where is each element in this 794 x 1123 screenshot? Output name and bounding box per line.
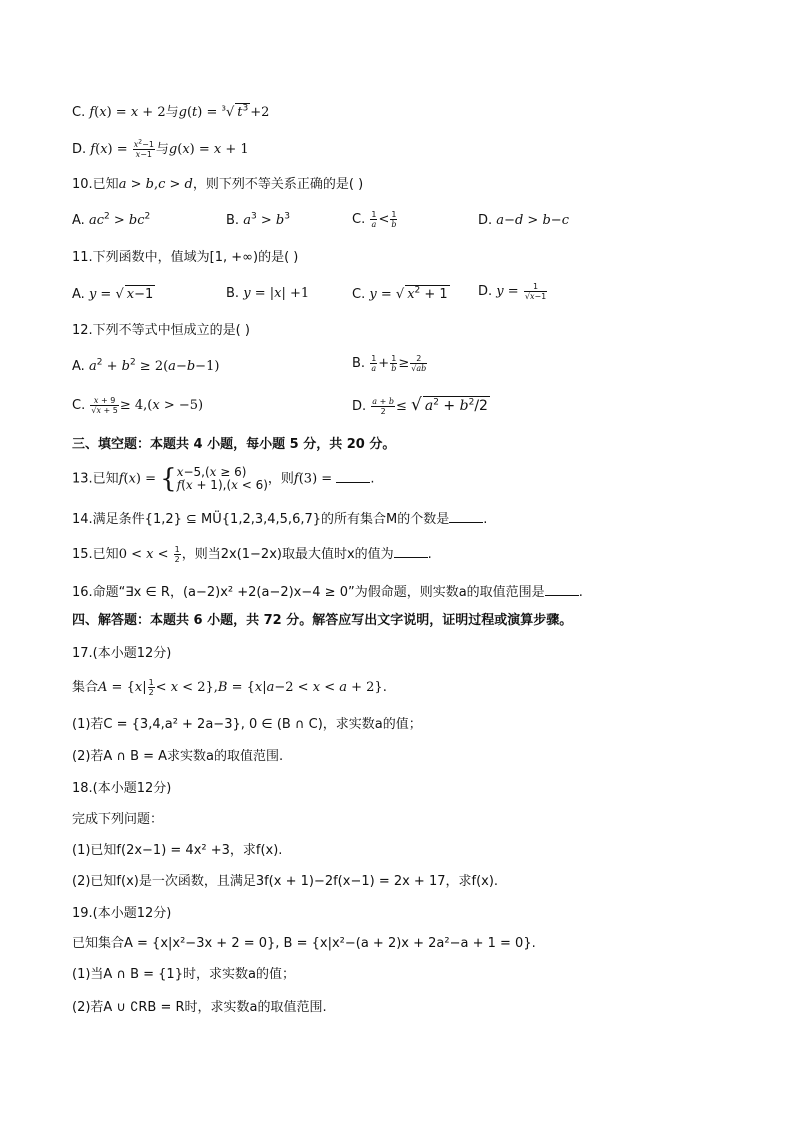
q18-intro: 完成下列问题：: [72, 812, 164, 827]
q9-option-c: C. f(x) = x + 2与g(t) = $^3$√ $t^3 +2$: [72, 103, 270, 120]
q14: 14.满足条件{1,2} ⊆ MÜ{1,2,3,4,5,6,7}的所有集合M的个数是 .: [72, 509, 487, 529]
q11-option-d: D. y = $\frac{1}{√x-1}$: [478, 282, 547, 301]
q19-part-2: (2)若A ∪ ∁RB = R时，求实数a的取值范围.: [72, 1000, 327, 1015]
q10-option-c: C. $\frac{1}{a}$ < $\frac{1}{b}$: [352, 210, 397, 229]
q17-header: 17.(本小题12分): [72, 646, 172, 661]
q11-stem: 11.下列函数中，值域为[1, +∞)的是( ): [72, 250, 299, 265]
q19-stem: 已知集合A = {x|x²−3x + 2 = 0}, B = {x|x²−(a + 2)x + 2a²−a + 1 = 0}.: [72, 936, 536, 951]
q12-option-b: B. $\frac{1}{a}$ + $\frac{1}{b}$ ≥ $\frac{2}{√ab}$: [352, 354, 427, 373]
q12-option-c: C. $\frac{x + 9}{√x + 5}$ ≥ 4,(x > −5): [72, 396, 204, 415]
q19-part-1: (1)当A ∩ B = {1}时，求实数a的值；: [72, 967, 295, 982]
q10-option-a: A. $ac^2 > bc^2$: [72, 211, 151, 228]
section-4-title: 四、解答题：本题共 6 小题，共 72 分。解答应写出文字说明，证明过程或演算步骤。: [72, 613, 573, 628]
q11-option-c: C. y = √ $x^2 + 1$: [352, 285, 448, 302]
q10-option-b: B. $a^3 > b^3$: [226, 211, 290, 228]
q10-stem: 10.已知a > b,c > d，则下列不等关系正确的是( ): [72, 177, 364, 192]
q16: 16.命题“∃x ∈ R，(a−2)x² +2(a−2)x−4 ≥ 0”为假命题，则实数a的取值范围是 .: [72, 582, 583, 602]
q18-part-2: (2)已知f(x)是一次函数，且满足3f(x + 1)−2f(x−1) = 2x + 17，求f(x).: [72, 874, 499, 889]
q12-stem: 12.下列不等式中恒成立的是( ): [72, 323, 250, 338]
q12-option-a: A. $a^2 + b^2 \ge 2(a-b-1)$: [72, 357, 220, 374]
section-3-title: 三、填空题：本题共 4 小题，每小题 5 分，共 20 分。: [72, 437, 396, 452]
q17-sets: 集合A = {x| $\frac{1}{2}$ < x < 2},B = {x|a−2 < x < a + 2}.: [72, 678, 387, 697]
q17-part-1: (1)若C = {3,4,a² + 2a−3}, 0 ∈ (B ∩ C)，求实数a的值；: [72, 717, 422, 732]
q15: 15.已知0 < x < $\frac{1}{2}$ ，则当2x(1−2x)取最大值时x的值为 .: [72, 545, 432, 564]
q9-option-d: D. f(x) = $\frac{x^2-1}{x-1}$ 与g(x) = x + 1: [72, 138, 249, 159]
q11-option-b: B. y = |x| +1: [226, 286, 310, 301]
q12-option-d: D. $\frac{a + b}{2}$ ≤ √ $a^2 + b^2/2$: [352, 395, 488, 416]
q17-part-2: (2)若A ∩ B = A求实数a的取值范围.: [72, 749, 284, 764]
q18-part-1: (1)已知f(2x−1) = 4x² +3，求f(x).: [72, 843, 283, 858]
q18-header: 18.(本小题12分): [72, 781, 172, 796]
q10-option-d: D. a−d > b−c: [478, 213, 569, 228]
q11-option-a: A. y = √ x−1: [72, 287, 154, 302]
q19-header: 19.(本小题12分): [72, 906, 172, 921]
q13: 13.已知f(x) = {x−5,(x ≥ 6) f(x + 1),(x < 6)，则f(3) = .: [72, 464, 375, 494]
